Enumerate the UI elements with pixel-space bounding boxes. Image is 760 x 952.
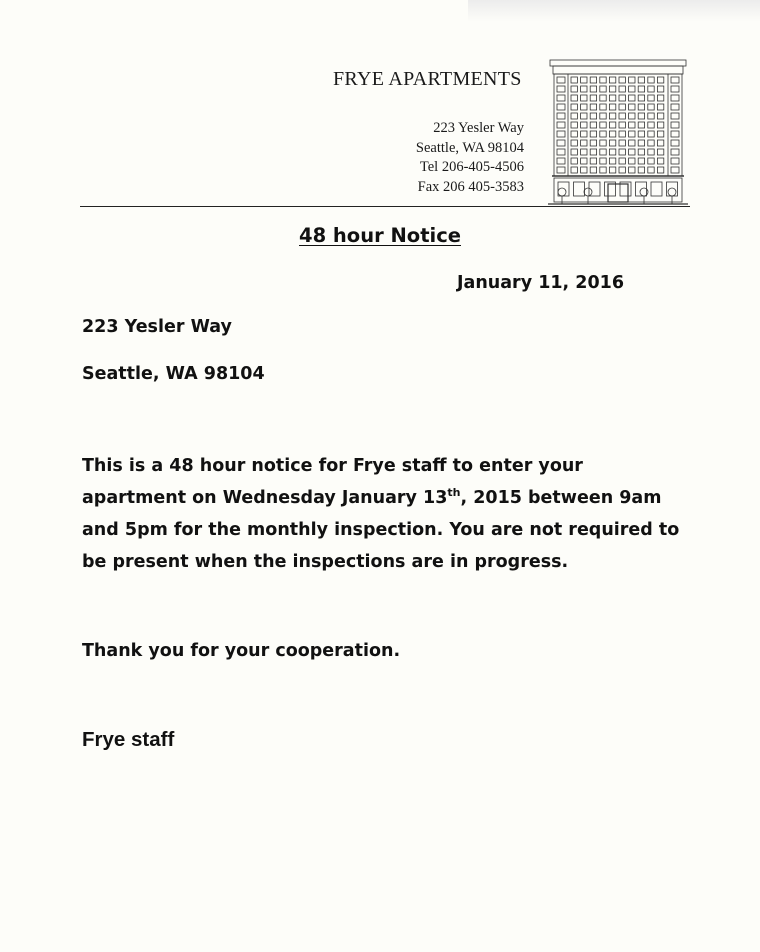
notice-title: 48 hour Notice <box>299 224 461 247</box>
letterhead-tel: Tel 206-405-4506 <box>419 159 524 175</box>
notice-date: January 11, 2016 <box>457 273 624 293</box>
body-text-part2: , 2015 between 9am and 5pm for the monthly inspection. You are not required to be present when the inspections are in progress. <box>82 488 680 572</box>
letterhead-fax: Fax 206 405-3583 <box>417 178 524 195</box>
company-name: FRYE APARTMENTS <box>333 68 522 90</box>
recipient-city: Seattle, WA 98104 <box>82 364 265 384</box>
body-ordinal-suffix: th <box>447 486 461 500</box>
body-text-part1: This is a 48 hour notice for Frye staff to enter your apartment on Wednesday January 13 <box>82 456 583 508</box>
letterhead-city: Seattle, WA 98104 <box>415 139 524 156</box>
closing-thanks: Thank you for your cooperation. <box>82 641 401 661</box>
notice-body <box>82 450 682 578</box>
letterhead-street: 223 Yesler Way <box>433 120 524 136</box>
signoff: Frye staff <box>82 728 175 751</box>
letterhead-divider <box>80 206 690 207</box>
scan-shadow <box>468 0 760 22</box>
building-illustration-icon <box>548 58 688 210</box>
letterhead-contact <box>416 119 524 197</box>
recipient-street: 223 Yesler Way <box>82 317 232 337</box>
